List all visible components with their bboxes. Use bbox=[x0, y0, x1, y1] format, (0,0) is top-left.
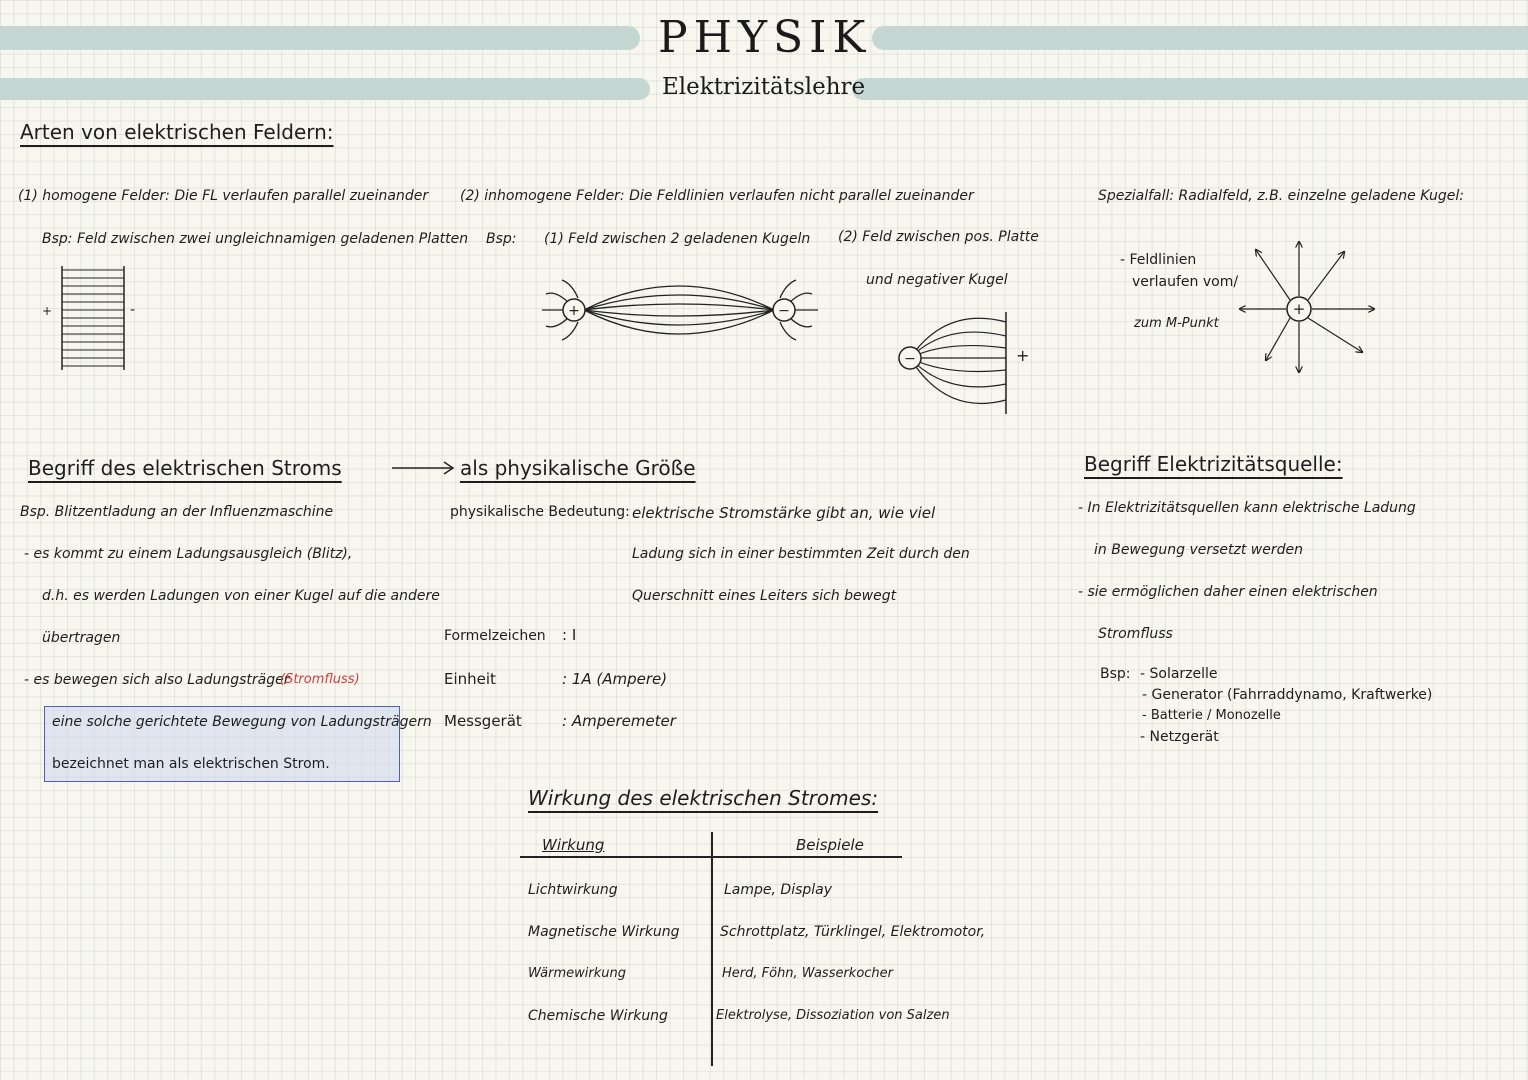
unit-label: Einheit bbox=[444, 670, 496, 688]
current-example: Bsp. Blitzentladung an der Influenzmaschine bbox=[20, 504, 334, 520]
effects-row-1-effect: Lichtwirkung bbox=[528, 882, 618, 898]
radial-plus-sign: + bbox=[1292, 300, 1306, 318]
current-line-4: - es bewegen sich also Ladungsträger bbox=[24, 672, 290, 688]
meaning-line-1: elektrische Stromstärke gibt an, wie viel bbox=[632, 504, 936, 522]
effects-row-3-examples: Herd, Föhn, Wasserkocher bbox=[722, 966, 894, 981]
source-line-3: - sie ermöglichen daher einen elektrischen bbox=[1078, 584, 1378, 600]
effects-row-3-effect: Wärmewirkung bbox=[528, 966, 626, 981]
page-subtitle: Elektrizitätslehre bbox=[662, 74, 866, 100]
inhomogeneous-example-2-line-2: und negativer Kugel bbox=[866, 272, 1008, 288]
effects-col-header-examples: Beispiele bbox=[796, 836, 864, 854]
meaning-line-3: Querschnitt eines Leiters sich bewegt bbox=[632, 588, 897, 604]
current-line-4-highlight: (Stromfluss) bbox=[280, 672, 360, 687]
radial-field-diagram bbox=[1238, 238, 1378, 378]
symbol-value: : I bbox=[562, 626, 577, 644]
source-item-3: - Batterie / Monozelle bbox=[1142, 708, 1281, 723]
effects-col-header-effect: Wirkung bbox=[542, 836, 605, 854]
effects-row-1-examples: Lampe, Display bbox=[724, 882, 833, 898]
definition-line-2: bezeichnet man als elektrischen Strom. bbox=[52, 756, 330, 772]
svg-text:+: + bbox=[568, 303, 580, 319]
device-value: : Amperemeter bbox=[562, 712, 676, 730]
source-line-4: Stromfluss bbox=[1098, 626, 1173, 642]
radial-note-line-3: zum M-Punkt bbox=[1134, 316, 1219, 331]
current-line-3: übertragen bbox=[42, 630, 121, 646]
radial-label: Spezialfall: Radialfeld, z.B. einzelne geladene Kugel: bbox=[1098, 188, 1464, 204]
effects-table-divider bbox=[711, 832, 713, 1066]
current-heading: Begriff des elektrischen Stroms bbox=[28, 456, 342, 480]
effects-row-4-examples: Elektrolyse, Dissoziation von Salzen bbox=[716, 1008, 950, 1023]
source-item-1: - Solarzelle bbox=[1140, 666, 1218, 682]
effects-row-2-examples: Schrottplatz, Türklingel, Elektromotor, bbox=[720, 924, 986, 940]
radial-note-line-2: verlaufen vom/ bbox=[1132, 274, 1239, 290]
effects-heading: Wirkung des elektrischen Stromes: bbox=[528, 786, 879, 810]
current-line-2: d.h. es werden Ladungen von einer Kugel auf die andere bbox=[42, 588, 440, 604]
header-band-top-right bbox=[872, 26, 1528, 50]
svg-text:−: − bbox=[778, 303, 790, 319]
two-spheres-field-diagram bbox=[538, 276, 820, 344]
definition-line-1: eine solche gerichtete Bewegung von Ladungsträgern bbox=[52, 714, 432, 730]
header-band-bottom-right bbox=[852, 78, 1528, 100]
current-line-1: - es kommt zu einem Ladungsausgleich (Blitz), bbox=[24, 546, 353, 562]
radial-note-line-1: - Feldlinien bbox=[1120, 252, 1197, 268]
homogeneous-plus-sign: + bbox=[42, 304, 53, 318]
source-heading: Begriff Elektrizitätsquelle: bbox=[1084, 452, 1343, 476]
source-bsp: Bsp: bbox=[1100, 666, 1131, 682]
source-line-2: in Bewegung versetzt werden bbox=[1094, 542, 1303, 558]
unit-value: : 1A (Ampere) bbox=[562, 670, 668, 688]
fields-heading: Arten von elektrischen Feldern: bbox=[20, 120, 334, 144]
meaning-label: physikalische Bedeutung: bbox=[450, 504, 630, 520]
meaning-line-2: Ladung sich in einer bestimmten Zeit durch den bbox=[632, 546, 970, 562]
source-line-1: - In Elektrizitätsquellen kann elektrische Ladung bbox=[1078, 500, 1416, 516]
inhomogeneous-bsp: Bsp: bbox=[486, 231, 517, 247]
inhomogeneous-example-1: (1) Feld zwischen 2 geladenen Kugeln bbox=[544, 231, 811, 247]
source-item-2: - Generator (Fahrraddynamo, Kraftwerke) bbox=[1142, 687, 1433, 703]
effects-row-4-effect: Chemische Wirkung bbox=[528, 1008, 668, 1024]
inhomogeneous-example-2-line-1: (2) Feld zwischen pos. Platte bbox=[838, 229, 1039, 245]
homogeneous-example: Bsp: Feld zwischen zwei ungleichnamigen geladenen Platten bbox=[42, 231, 469, 247]
effects-row-2-effect: Magnetische Wirkung bbox=[528, 924, 680, 940]
plate-plus-sign: + bbox=[1016, 346, 1030, 365]
homogeneous-minus-sign: - bbox=[130, 302, 136, 318]
homogeneous-label: (1) homogene Felder: Die FL verlaufen parallel zueinander bbox=[18, 188, 429, 204]
header-band-bottom-left bbox=[0, 78, 650, 100]
quantity-heading: als physikalische Größe bbox=[460, 456, 696, 480]
source-item-4: - Netzgerät bbox=[1140, 729, 1219, 745]
page-title: PHYSIK bbox=[658, 12, 872, 63]
svg-text:−: − bbox=[904, 351, 916, 367]
arrow-icon bbox=[392, 460, 456, 476]
homogeneous-field-diagram bbox=[40, 262, 140, 374]
symbol-label: Formelzeichen bbox=[444, 628, 546, 644]
device-label: Messgerät bbox=[444, 712, 522, 730]
inhomogeneous-label: (2) inhomogene Felder: Die Feldlinien verlaufen nicht parallel zueinander bbox=[460, 188, 974, 204]
header-band-top-left bbox=[0, 26, 640, 50]
plate-sphere-field-diagram bbox=[896, 312, 1016, 416]
